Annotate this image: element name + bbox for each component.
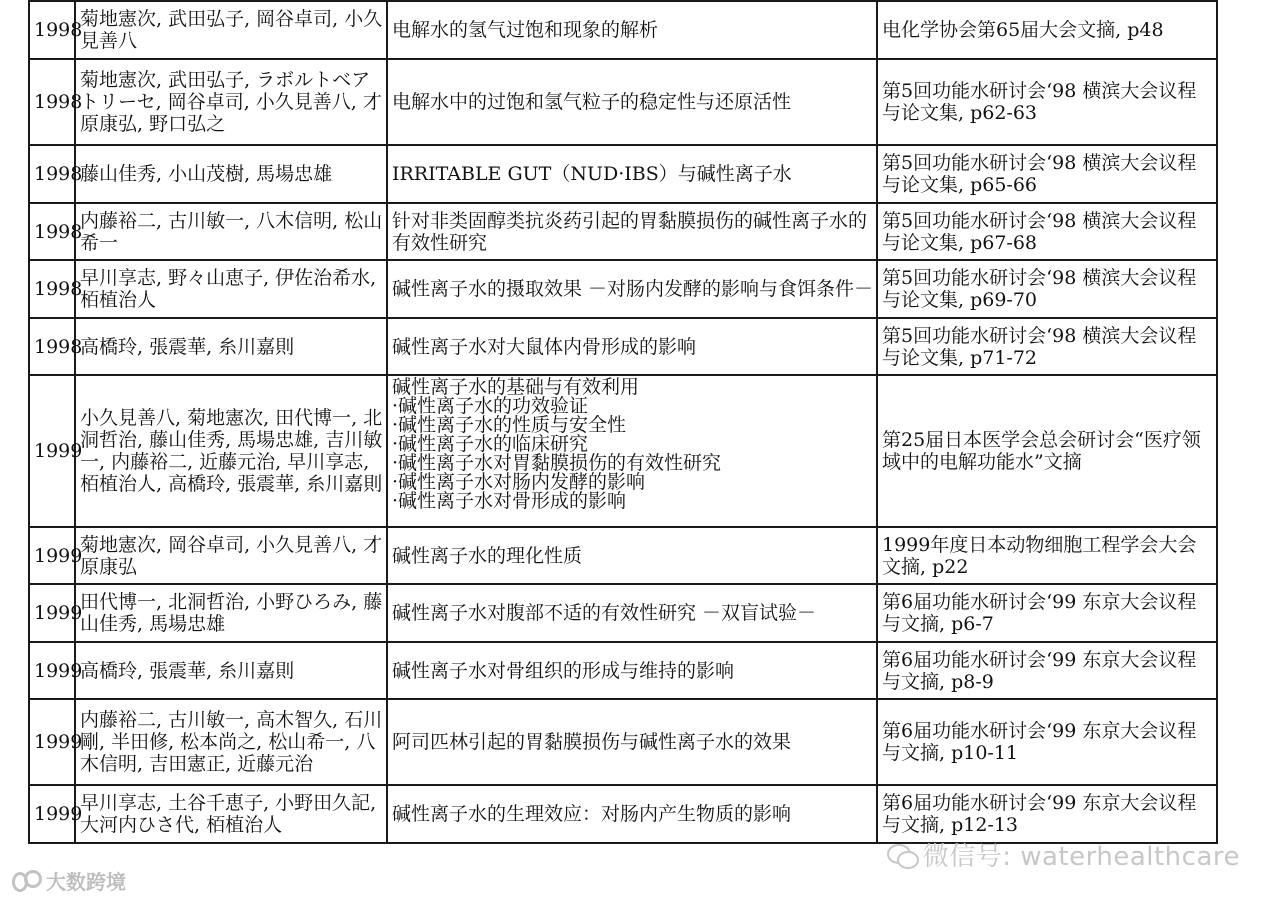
source-cell: 第5回功能水研讨会‘98 横滨大会议程与论文集, p65-66: [877, 145, 1217, 203]
title-list-item: · 碱性离子水的功效验证: [392, 397, 874, 416]
authors-cell: 高橋玲, 張震華, 糸川嘉則: [75, 318, 387, 375]
authors-cell: 高橋玲, 張震華, 糸川嘉則: [75, 642, 387, 699]
year-cell: 1998: [29, 145, 75, 203]
year-cell: 1999: [29, 699, 75, 785]
watermark-text: 微信号: waterhealthcare: [922, 842, 1240, 872]
site-logo: [12, 866, 126, 895]
logo-text: 大数跨境: [46, 870, 126, 894]
source-cell: 第25届日本医学会总会研讨会“医疗领域中的电解功能水”文摘: [877, 375, 1217, 527]
title-cell: 碱性离子水对骨组织的形成与维持的影响: [387, 642, 877, 699]
wechat-watermark: [887, 836, 1240, 873]
year-cell: 1998: [29, 1, 75, 59]
table-row: [29, 145, 1217, 203]
authors-cell: 早川享志, 野々山恵子, 伊佐治希水, 栢植治人: [75, 260, 387, 318]
title-list: [392, 378, 874, 511]
authors-cell: 菊地憲次, 岡谷卓司, 小久見善八, 才原康弘: [75, 527, 387, 584]
title-cell: 电解水中的过饱和氢气粒子的稳定性与还原活性: [387, 59, 877, 145]
title-cell: 针对非类固醇类抗炎药引起的胃黏膜损伤的碱性离子水的有效性研究: [387, 203, 877, 260]
logo-icon: [12, 870, 42, 892]
title-list-item: · 碱性离子水的临床研究: [392, 435, 874, 454]
source-cell: 第5回功能水研讨会‘98 横滨大会议程与论文集, p69-70: [877, 260, 1217, 318]
table-row: [29, 1, 1217, 59]
reference-table: [28, 0, 1218, 844]
table-row: [29, 642, 1217, 699]
authors-cell: 菊地憲次, 武田弘子, ラボルトベアトリーセ, 岡谷卓司, 小久見善八, 才原康弘, 野口弘之: [75, 59, 387, 145]
year-cell: 1999: [29, 785, 75, 843]
authors-cell: 藤山佳秀, 小山茂樹, 馬場忠雄: [75, 145, 387, 203]
year-cell: 1999: [29, 642, 75, 699]
table-row: [29, 527, 1217, 584]
table-row: [29, 318, 1217, 375]
authors-cell: 早川享志, 土谷千恵子, 小野田久記, 大河内ひさ代, 栢植治人: [75, 785, 387, 843]
year-cell: 1998: [29, 318, 75, 375]
table-row: [29, 375, 1217, 527]
table-row: [29, 785, 1217, 843]
year-cell: 1998: [29, 203, 75, 260]
year-cell: 1998: [29, 260, 75, 318]
table-row: [29, 203, 1217, 260]
table-row: [29, 699, 1217, 785]
authors-cell: 内藤裕二, 古川敏一, 八木信明, 松山希一: [75, 203, 387, 260]
source-cell: 第6届功能水研讨会‘99 东京大会议程与文摘, p12-13: [877, 785, 1217, 843]
title-cell: 电解水的氢气过饱和现象的解析: [387, 1, 877, 59]
title-heading: 碱性离子水的基础与有效利用: [392, 376, 640, 398]
title-cell: 阿司匹林引起的胃黏膜损伤与碱性离子水的效果: [387, 699, 877, 785]
title-cell: 碱性离子水的摄取效果 －对肠内发酵的影响与食饵条件－: [387, 260, 877, 318]
wechat-icon: [887, 842, 917, 868]
authors-cell: 小久見善八, 菊地憲次, 田代博一, 北洞哲治, 藤山佳秀, 馬場忠雄, 吉川敏一, 内藤裕二, 近藤元治, 早川享志, 栢植治人, 高橋玲, 張震華, 糸川嘉則: [75, 375, 387, 527]
source-cell: 第5回功能水研讨会‘98 横滨大会议程与论文集, p62-63: [877, 59, 1217, 145]
year-cell: 1999: [29, 584, 75, 642]
source-cell: 电化学协会第65届大会文摘, p48: [877, 1, 1217, 59]
title-list-item: · 碱性离子水对肠内发酵的影响: [392, 473, 874, 492]
title-list-item: · 碱性离子水的性质与安全性: [392, 416, 874, 435]
table-row: [29, 260, 1217, 318]
authors-cell: 内藤裕二, 古川敏一, 高木智久, 石川剛, 半田修, 松本尚之, 松山希一, 八木信明, 吉田憲正, 近藤元治: [75, 699, 387, 785]
year-cell: 1999: [29, 527, 75, 584]
source-cell: 第6届功能水研讨会‘99 东京大会议程与文摘, p8-9: [877, 642, 1217, 699]
title-list-item: · 碱性离子水对骨形成的影响: [392, 492, 874, 511]
title-cell: 碱性离子水对大鼠体内骨形成的影响: [387, 318, 877, 375]
source-cell: 1999年度日本动物细胞工程学会大会文摘, p22: [877, 527, 1217, 584]
year-cell: 1999: [29, 375, 75, 527]
title-list-item: · 碱性离子水对胃黏膜损伤的有效性研究: [392, 454, 874, 473]
table-row: [29, 584, 1217, 642]
authors-cell: 田代博一, 北洞哲治, 小野ひろみ, 藤山佳秀, 馬場忠雄: [75, 584, 387, 642]
source-cell: 第6届功能水研讨会‘99 东京大会议程与文摘, p10-11: [877, 699, 1217, 785]
source-cell: 第5回功能水研讨会‘98 横滨大会议程与论文集, p67-68: [877, 203, 1217, 260]
title-cell: 碱性离子水的生理效应：对肠内产生物质的影响: [387, 785, 877, 843]
source-cell: 第6届功能水研讨会‘99 东京大会议程与文摘, p6-7: [877, 584, 1217, 642]
title-cell: 碱性离子水的理化性质: [387, 527, 877, 584]
source-cell: 第5回功能水研讨会‘98 横滨大会议程与论文集, p71-72: [877, 318, 1217, 375]
title-cell: 碱性离子水对腹部不适的有效性研究 －双盲试验－: [387, 584, 877, 642]
authors-cell: 菊地憲次, 武田弘子, 岡谷卓司, 小久見善八: [75, 1, 387, 59]
title-cell: IRRITABLE GUT（NUD·IBS）与碱性离子水: [387, 145, 877, 203]
year-cell: 1998: [29, 59, 75, 145]
table-row: [29, 59, 1217, 145]
title-cell: [387, 375, 877, 527]
